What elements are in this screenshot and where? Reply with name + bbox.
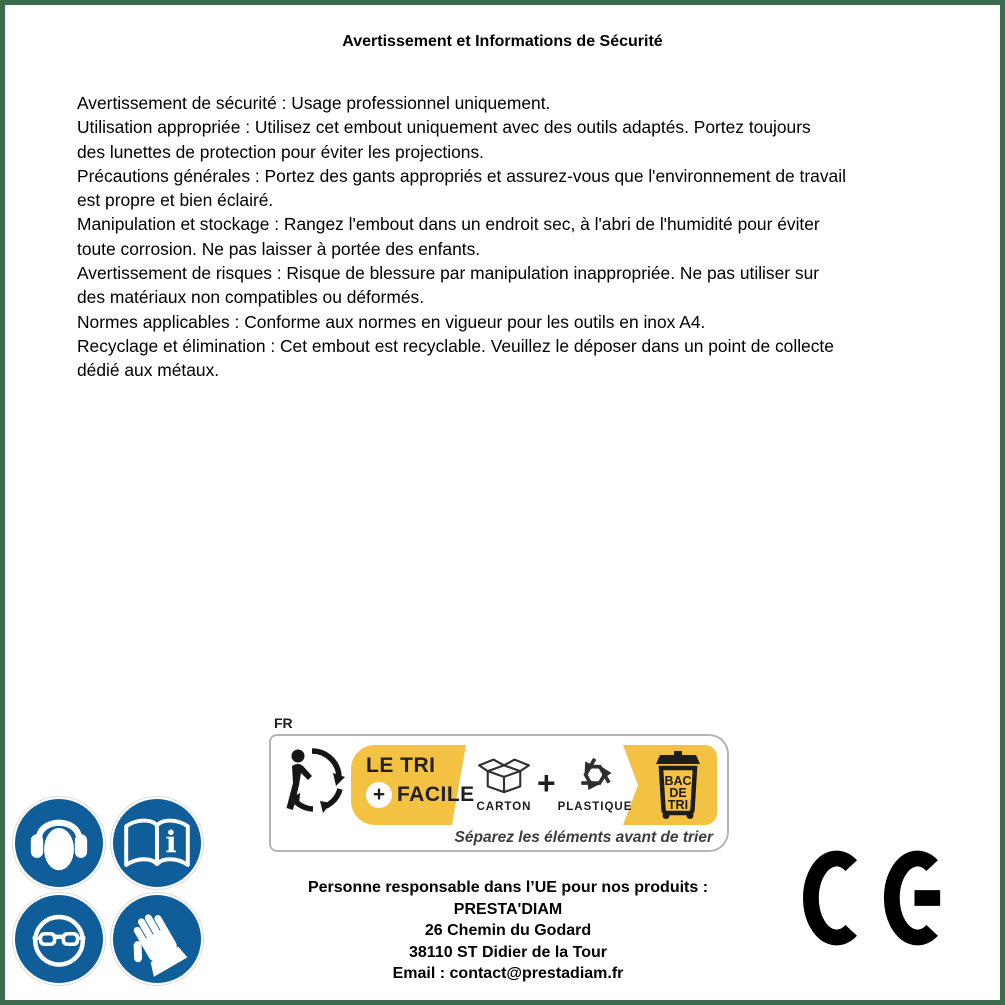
bin-text-line: BAC xyxy=(664,774,692,788)
mandatory-pictograms xyxy=(15,799,201,983)
sorting-bin-icon xyxy=(652,751,704,819)
material-label: CARTON xyxy=(476,801,532,813)
address-line: 26 Chemin du Godard xyxy=(424,922,592,939)
material-label: PLASTIQUE xyxy=(557,801,633,813)
info-tri-label xyxy=(269,716,729,852)
safety-text-line: Normes applicables : Conforme aux normes en vigueur pour les outils en inox A4. xyxy=(77,311,706,332)
material-plastique xyxy=(553,751,637,813)
triman-icon xyxy=(282,745,348,813)
safety-text-line: dédié aux métaux. xyxy=(77,360,220,381)
tri-tagline: Séparez les éléments avant de trier xyxy=(454,829,713,846)
plus-sign: + xyxy=(372,783,386,806)
address-line: 38110 ST Didier de la Tour xyxy=(409,943,607,961)
info-tri-box xyxy=(269,734,729,852)
carton-box-icon xyxy=(476,751,532,795)
eye-protection-icon xyxy=(15,895,103,983)
material-carton xyxy=(463,751,545,813)
plus-circle-icon xyxy=(366,782,392,808)
page-title: Avertissement et Informations de Sécurité xyxy=(342,33,663,50)
ear-protection-icon xyxy=(15,799,103,887)
tri-band xyxy=(351,745,717,825)
safety-text-line: toute corrosion. Ne pas laisser à portée des enfants. xyxy=(77,238,481,259)
tri-headline-bottom: FACILE xyxy=(397,783,475,806)
safety-text-line: Avertissement de sécurité : Usage professionnel uniquement. xyxy=(77,93,551,113)
company-name: PRESTA'DIAM xyxy=(453,900,563,918)
hand-protection-icon xyxy=(113,895,201,983)
svg-text:i: i xyxy=(165,825,177,861)
safety-text-line: des matériaux non compatibles ou déformés. xyxy=(77,287,425,308)
safety-text-line: Recyclage et élimination : Cet embout est recyclable. Veuillez le déposer dans un point de collecte xyxy=(77,335,834,356)
safety-text-line: Précautions générales : Portez des gants appropriés et assurez-vous que l'environnement de travail xyxy=(77,165,846,186)
read-manual-icon xyxy=(113,799,201,887)
bin-text-line: TRI xyxy=(667,798,689,812)
safety-text-line: Utilisation appropriée : Utilisez cet embout uniquement avec des outils adaptés. Portez toujours xyxy=(77,117,811,138)
country-code: FR xyxy=(274,715,293,731)
safety-text-line: Manipulation et stockage : Rangez l'embout dans un endroit sec, à l'abri de l'humidité pour éviter xyxy=(77,214,820,235)
ce-marking-icon xyxy=(803,848,951,948)
email-line: Email : contact@prestadiam.fr xyxy=(392,965,624,982)
bin-text-line: DE xyxy=(669,786,687,800)
responsible-person-block xyxy=(258,877,758,985)
tri-headline xyxy=(366,754,475,808)
safety-text xyxy=(77,91,987,383)
plastic-recycling-icon xyxy=(571,751,619,795)
safety-text-line: des lunettes de protection pour éviter les projections. xyxy=(77,141,484,162)
responsible-line: Personne responsable dans l’UE pour nos produits : xyxy=(307,879,709,896)
safety-text-line: est propre et bien éclairé. xyxy=(77,190,274,211)
tri-headline-top: LE TRI xyxy=(366,754,436,777)
safety-text-line: Avertissement de risques : Risque de blessure par manipulation inappropriée. Ne pas utiliser sur xyxy=(77,263,820,284)
materials-plus-sign: + xyxy=(537,765,556,801)
